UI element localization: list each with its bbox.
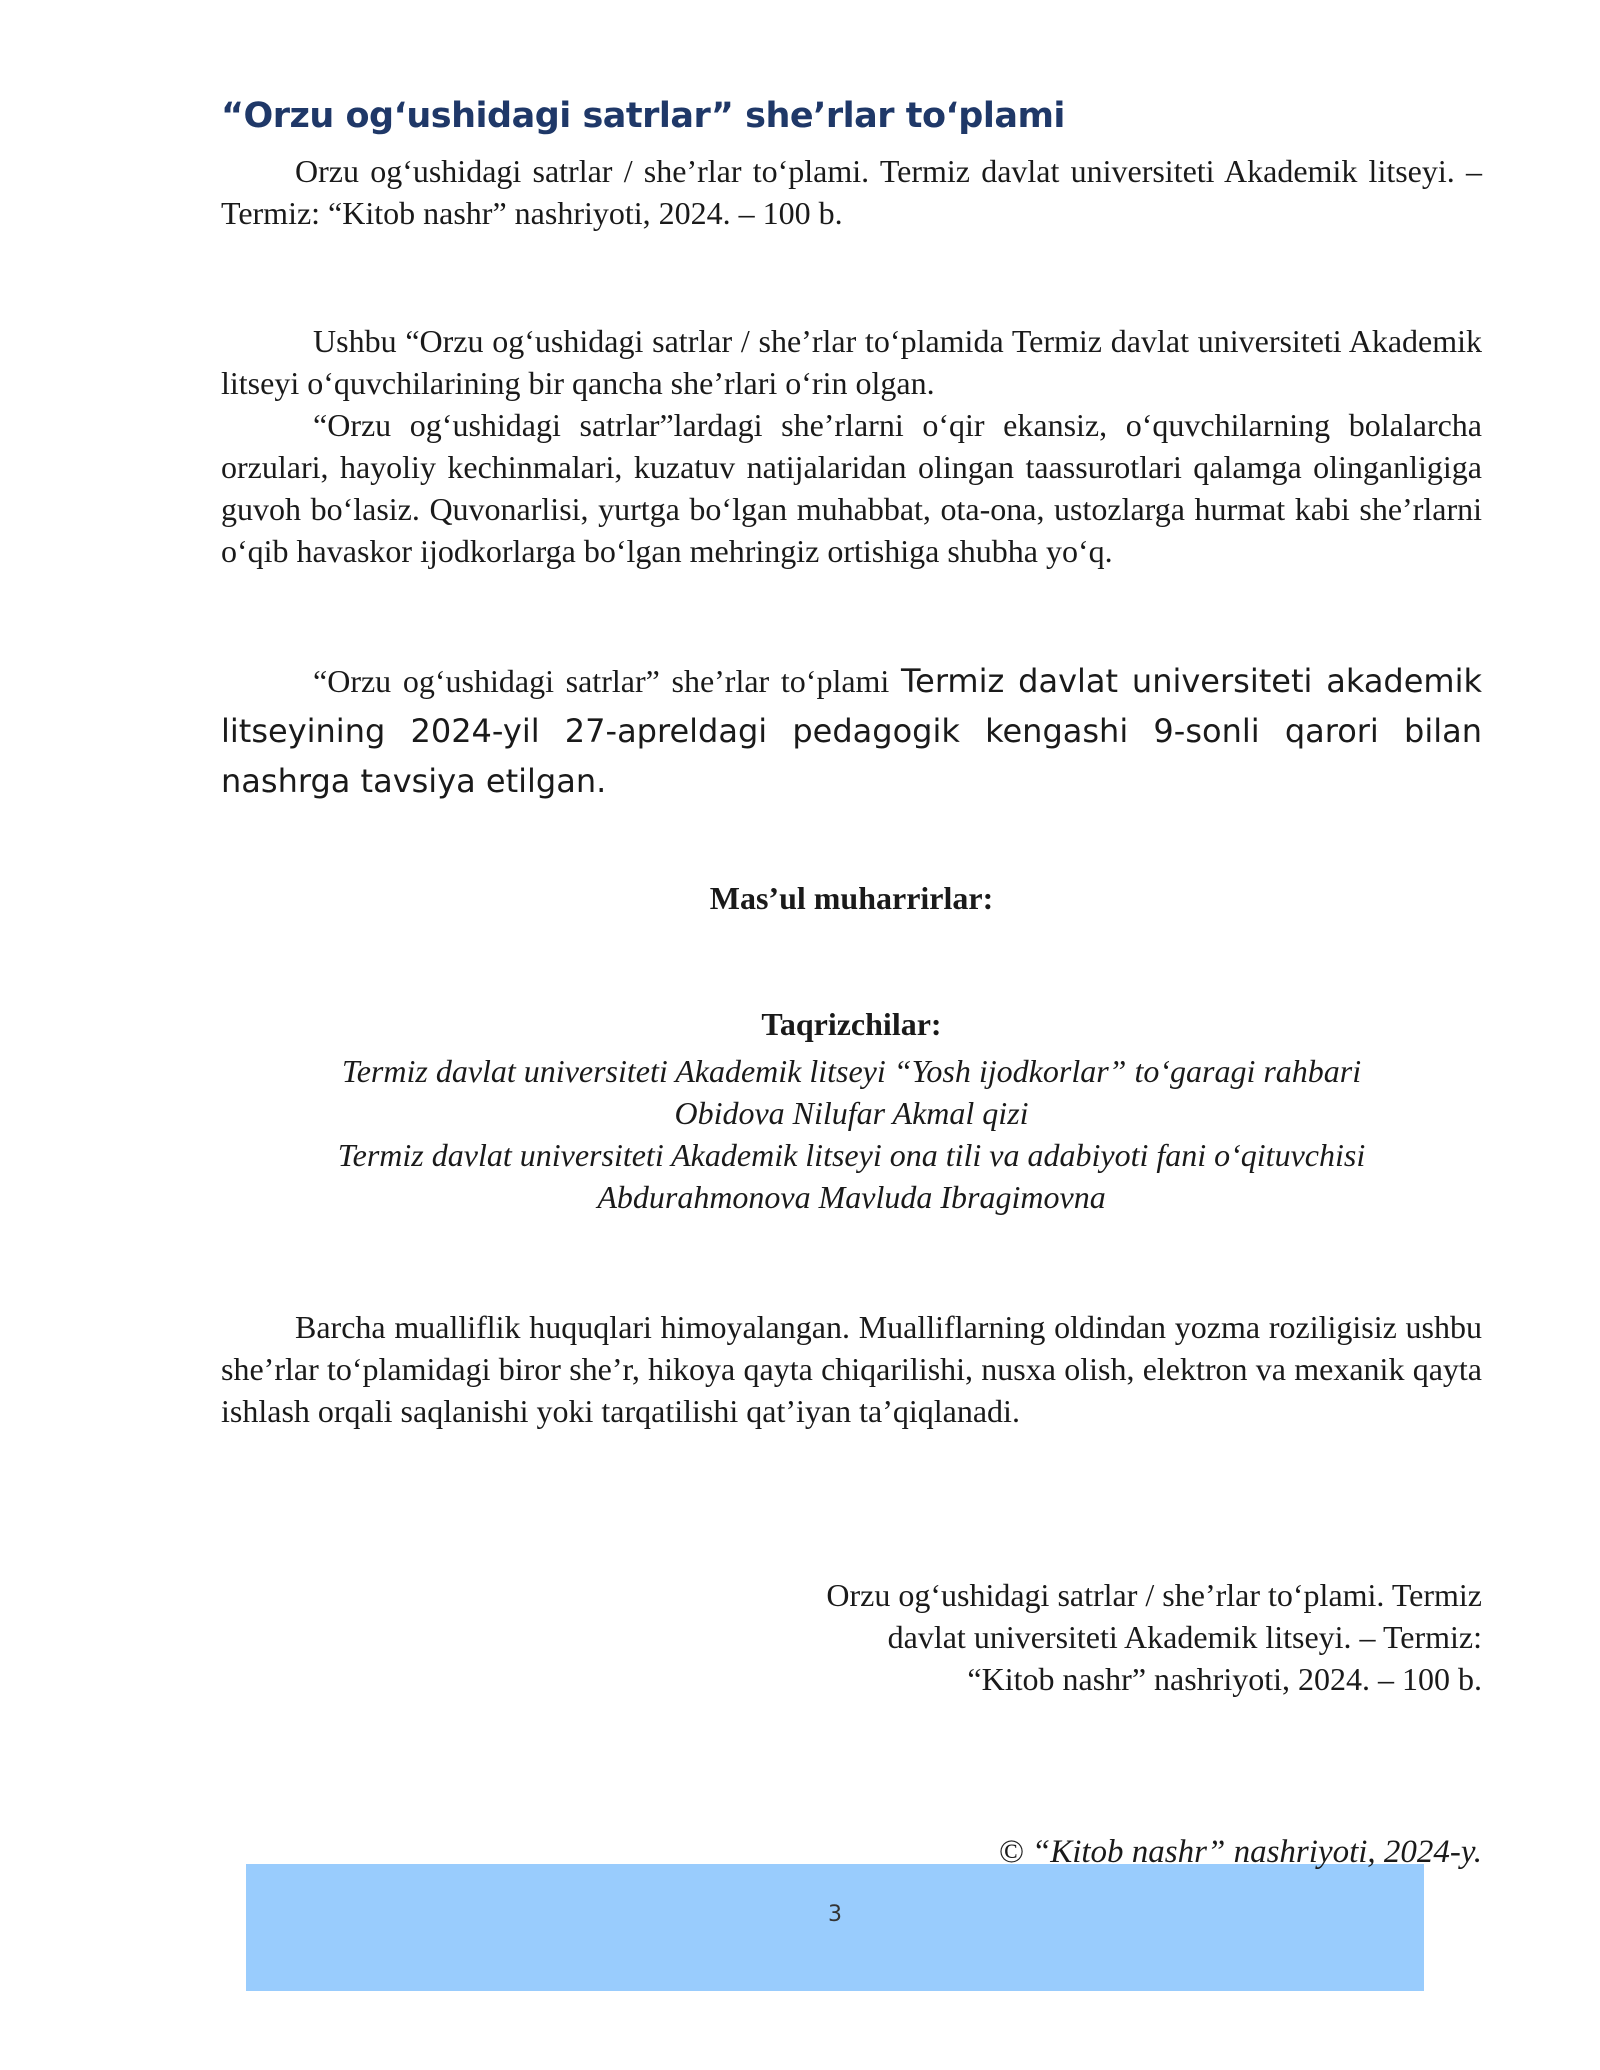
cip-line: davlat universiteti Akademik litseyi. – Termiz: xyxy=(887,1619,1482,1655)
editors-label: Mas’ul muharrirlar: xyxy=(709,880,994,916)
reviewer-line: Termiz davlat universiteti Akademik litseyi ona tili va adabiyoti fani o‘qituvchisi xyxy=(337,1137,1366,1173)
reviewer-line: Obidova Nilufar Akmal qizi xyxy=(674,1095,1029,1131)
recommendation-serif-text: “Orzu og‘ushidagi satrlar” she’rlar to‘plami xyxy=(313,663,890,699)
cip-line: “Kitob nashr” nashriyoti, 2024. – 100 b. xyxy=(967,1661,1482,1697)
cip-block xyxy=(700,1574,1482,1700)
intro-paragraph-1: Ushbu “Orzu og‘ushidagi satrlar / she’rlar to‘plamida Termiz davlat universiteti Akademik litseyi o‘quvchilarining bir qancha she’rlari o‘rin olgan. xyxy=(221,323,1482,401)
recommendation-paragraph xyxy=(221,656,1482,806)
reviewer-line: Abdurahmonova Mavluda Ibragimovna xyxy=(597,1179,1106,1215)
cip-line: Orzu og‘ushidagi satrlar / she’rlar to‘plami. Termiz xyxy=(826,1577,1482,1613)
page-number: 3 xyxy=(828,1902,842,1927)
bibliographic-paragraph: Orzu og‘ushidagi satrlar / she’rlar to‘plami. Termiz davlat universiteti Akademik litseyi. – Termiz: “Kitob nashr” nashriyoti, 2024. – 100 b. xyxy=(221,153,1482,231)
rights-paragraph: Barcha mualliflik huquqlari himoyalangan. Mualliflarning oldindan yozma roziligisiz ushbu she’rlar to‘plamidagi biror she’r, hikoya qayta chiqarilishi, nusxa olish, elektron va mexanik qayta ishlash orqali saqlanishi yoki tarqatilishi qat’iyan ta’qiqlanadi. xyxy=(221,1309,1482,1429)
recommendation-sans-text: Termiz davlat universiteti akademik litseyining 2024-yil 27-apreldagi pedagogik kengashi 9-sonli qarori bilan nashrga tavsiya etilgan. xyxy=(221,662,1483,800)
reviewer-line: Termiz davlat universiteti Akademik litseyi “Yosh ijodkorlar” to‘garagi rahbari xyxy=(341,1053,1362,1089)
reviewers-label: Taqrizchilar: xyxy=(761,1006,942,1042)
page-heading: “Orzu og‘ushidagi satrlar” she’rlar to‘plami xyxy=(221,96,1065,136)
footer-bar xyxy=(246,1864,1424,1991)
intro-paragraph-2: “Orzu og‘ushidagi satrlar”lardagi she’rlarni o‘qir ekansiz, o‘quvchilarning bolalarcha orzulari, hayoliy kechinmalari, kuzatuv natijalaridan olingan taassurotlari qalamga olinganligiga guvoh bo‘lasiz. Quvonarlisi, yurtga bo‘lgan muhabbat, ota-ona, ustozlarga hurmat kabi she’rlarni o‘qib havaskor ijodkorlarga bo‘lgan mehringiz ortishiga shubha yo‘q. xyxy=(221,407,1482,569)
copyright-notice: © “Kitob nashr” nashriyoti, 2024-y. xyxy=(998,1834,1482,1870)
reviewers-list xyxy=(221,1050,1482,1218)
